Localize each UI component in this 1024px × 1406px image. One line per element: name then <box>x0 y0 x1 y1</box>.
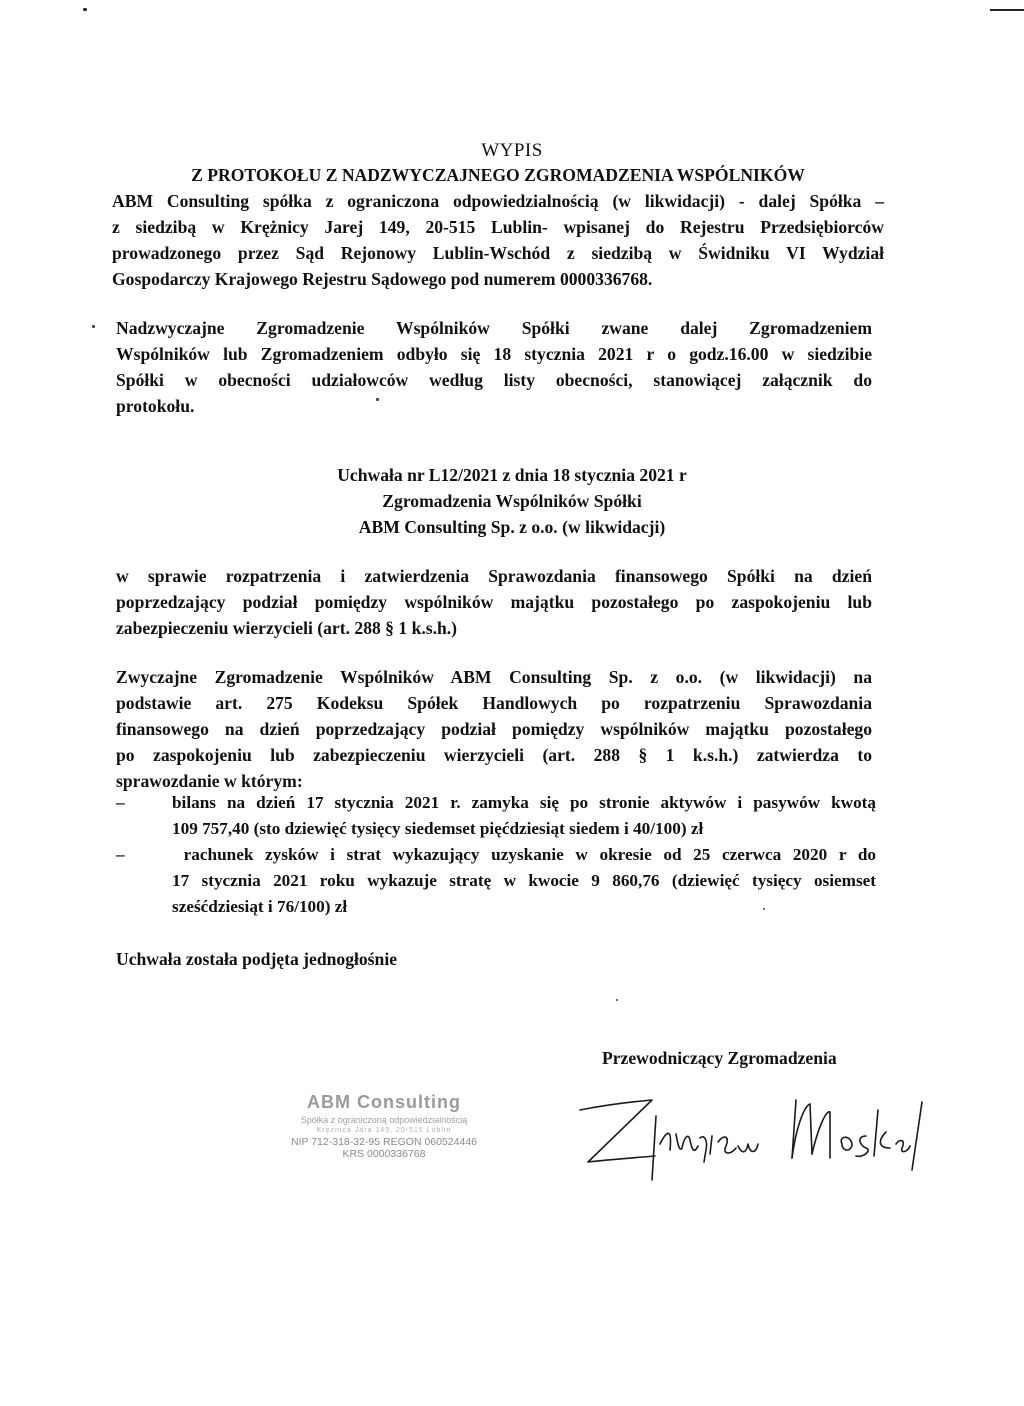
paragraph-line: Nadzwyczajne Zgromadzenie Wspólników Spółki zwane dalej Zgromadzeniem <box>116 318 872 338</box>
stamp-subtitle: Spółka z ograniczoną odpowiedzialnością <box>300 1115 468 1125</box>
resolution-company: ABM Consulting Sp. z o.o. (w likwidacji) <box>358 517 666 537</box>
paragraph-line: Zwyczajne Zgromadzenie Wspólników ABM Consulting Sp. z o.o. (w likwidacji) na <box>116 667 872 687</box>
paragraph-line: Wspólników lub Zgromadzeniem odbyło się 18 stycznia 2021 r o godz.16.00 w siedzibie <box>116 344 872 364</box>
stamp-address: Krężnica Jara 149, 20-515 Lublin <box>316 1127 452 1134</box>
bullet-line: sześćdziesiąt i 76/100) zł <box>172 897 348 916</box>
bullet-item-profit-loss <box>116 842 876 920</box>
paragraph-line: finansowego na dzień poprzedzający podział pomiędzy wspólników majątku pozostałego <box>116 719 872 739</box>
bullet-dash: – <box>116 845 125 864</box>
bullet-item-balance <box>116 790 876 842</box>
closing-statement <box>116 946 872 972</box>
bullet-list <box>116 790 876 920</box>
document-title: WYPIS <box>481 140 543 161</box>
stamp-nip-regon: NIP 712-318-32-95 REGON 060524446 <box>290 1136 477 1148</box>
resolution-body: Zgromadzenia Wspólników Spółki <box>382 491 642 511</box>
scan-edge-line <box>990 9 1024 11</box>
body-paragraph <box>116 664 872 794</box>
paragraph-line: Spółki w obecności udziałowców według listy obecności, stanowiącej załącznik do <box>116 370 872 390</box>
scan-speck <box>83 8 87 11</box>
scan-speck <box>616 999 618 1001</box>
bullet-dash: – <box>116 793 125 812</box>
header-line: Gospodarczy Krajowego Rejestru Sądowego pod numerem 0000336768. <box>112 269 653 289</box>
paragraph-line: zabezpieczeniu wierzycieli (art. 288 § 1 k.s.h.) <box>116 618 458 638</box>
paragraph-line: sprawozdanie w którym: <box>116 771 303 791</box>
stamp-krs: KRS 0000336768 <box>342 1148 426 1160</box>
header-line: z siedzibą w Krężnicy Jarej 149, 20-515 Lublin- wpisanej do Rejestru Przedsiębiorców <box>112 217 884 237</box>
scan-speck <box>92 325 95 328</box>
paragraph-line: protokołu. <box>116 396 195 416</box>
paragraph-line: podstawie art. 275 Kodeksu Spółek Handlowych po rozpatrzeniu Sprawozdania <box>116 693 872 713</box>
header-line: prowadzonego przez Sąd Rejonowy Lublin-Wschód z siedzibą w Świdniku VI Wydział <box>112 243 884 263</box>
bullet-line: bilans na dzień 17 stycznia 2021 r. zamyka się po stronie aktywów i pasywów kwotą <box>172 793 876 812</box>
header-line: Z PROTOKOŁU Z NADZWYCZAJNEGO ZGROMADZENIA WSPÓLNIKÓW <box>191 165 805 185</box>
bullet-line: 109 757,40 (sto dziewięć tysięcy siedemset pięćdziesiąt siedem i 40/100) zł <box>172 819 704 838</box>
bullet-line: rachunek zysków i strat wykazujący uzyskanie w okresie od 25 czerwca 2020 r do <box>172 845 876 864</box>
closing-line: Uchwała została podjęta jednogłośnie <box>116 949 398 969</box>
header-line: ABM Consulting spółka z ograniczona odpowiedzialnością (w likwidacji) - dalej Spółka – <box>112 191 884 211</box>
handwritten-signature <box>560 1088 940 1198</box>
protocol-header <box>112 162 884 292</box>
signer-title: Przewodniczący Zgromadzenia <box>602 1048 837 1068</box>
paragraph-line: po zaspokojeniu lub zabezpieczeniu wierzycieli (art. 288 § 1 k.s.h.) zatwierdza to <box>116 745 872 765</box>
resolution-number: Uchwała nr L12/2021 z dnia 18 stycznia 2021 r <box>337 465 687 485</box>
intro-paragraph <box>116 315 872 419</box>
resolution-heading <box>0 462 1024 540</box>
stamp-company: ABM Consulting <box>307 1092 461 1112</box>
bullet-line: 17 stycznia 2021 roku wykazuje stratę w kwocie 9 860,76 (dziewięć tysięcy osiemset <box>172 871 876 890</box>
company-stamp <box>266 1092 502 1160</box>
subject-paragraph <box>116 563 872 641</box>
paragraph-line: poprzedzający podział pomiędzy wspólników majątku pozostałego po zaspokojeniu lub <box>116 592 872 612</box>
paragraph-line: w sprawie rozpatrzenia i zatwierdzenia Sprawozdania finansowego Spółki na dzień <box>116 566 872 586</box>
